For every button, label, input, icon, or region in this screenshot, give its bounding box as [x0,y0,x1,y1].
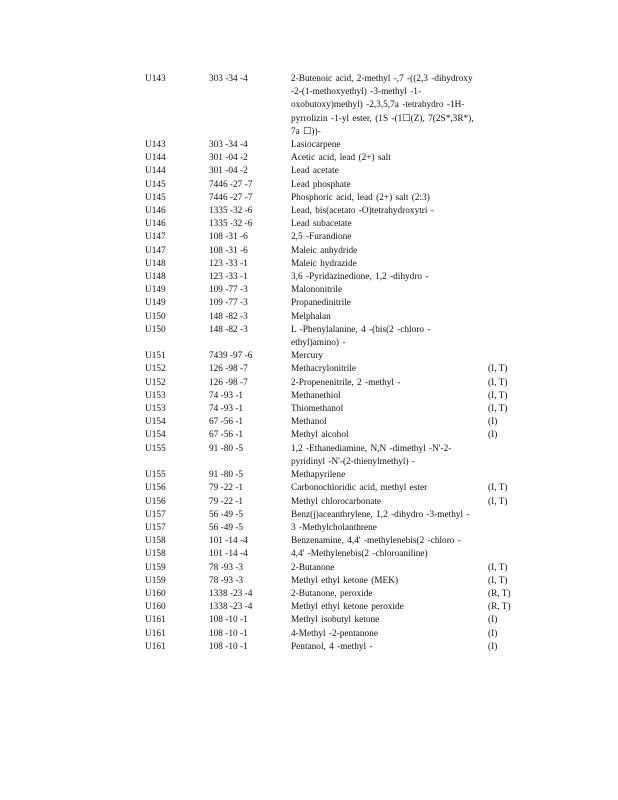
cas-number: 78 -93 -3 [209,575,244,586]
cas-number: 108 -31 -6 [209,245,248,256]
table-row [145,509,525,522]
cas-number: 7446 -27 -7 [209,192,253,203]
waste-code: U152 [145,364,166,375]
waste-code: U149 [145,285,166,296]
substance-name: 3,6 -Pyridazinedione, 1,2 -dihydro - [291,272,429,283]
table-row [145,311,525,324]
waste-code: U159 [145,575,166,586]
table-row [145,641,525,654]
substance-name: 4,4' -Methylenebis(2 -chloroaniline) [291,549,428,560]
waste-code: U145 [145,192,166,203]
waste-code: U161 [145,628,166,639]
substance-name: Lead, bis(acetato -O)tetrahydroxytri - [291,206,434,217]
hazard-code: (I) [488,615,498,626]
cas-number: 108 -10 -1 [209,641,248,652]
cas-number: 1338 -23 -4 [209,588,253,599]
hazard-code: (I, T) [488,390,508,401]
substance-name: Methyl ethyl ketone (MEK) [291,575,399,586]
table-row [145,548,525,561]
table-row [145,205,525,218]
waste-code: U156 [145,483,166,494]
cas-number: 126 -98 -7 [209,377,248,388]
cas-number: 101 -14 -4 [209,549,248,560]
substance-name: Propanedinitrile [291,298,351,309]
waste-code: U160 [145,588,166,599]
cas-number: 79 -22 -1 [209,483,244,494]
table-row [145,628,525,641]
hazard-code: (I) [488,417,498,428]
waste-code: U145 [145,179,166,190]
cas-number: 1335 -32 -6 [209,219,253,230]
substance-name: Maleic anhydride [291,245,358,256]
table-row [145,562,525,575]
waste-code: U154 [145,430,166,441]
cas-number: 303 -34 -4 [209,140,248,151]
substance-name: 2,5 -Furandione [291,232,352,243]
table-row [145,390,525,403]
waste-code: U153 [145,390,166,401]
table-row [145,429,525,442]
waste-code: U147 [145,232,166,243]
cas-number: 74 -93 -1 [209,404,244,415]
waste-code: U150 [145,311,166,322]
hazard-code: (I) [488,641,498,652]
cas-number: 303 -34 -4 [209,74,248,84]
cas-number: 79 -22 -1 [209,496,244,507]
hazard-code: (I, T) [488,562,508,573]
table-row [145,614,525,627]
waste-code: U157 [145,522,166,533]
table-row [145,416,525,429]
substance-name: 4-Methyl -2-pentanone [291,628,378,639]
waste-code: U143 [145,140,166,151]
waste-code: U156 [145,496,166,507]
hazard-code: (I, T) [488,483,508,494]
substance-name: Pentanol, 4 -methyl - [291,641,373,652]
substance-name: Benz(j)aceanthrylene, 1,2 -dihydro -3-methyl - [291,509,470,520]
waste-code: U159 [145,562,166,573]
substance-name: Methanol [291,417,327,428]
substance-name: 1,2 -Ethanediamine, N,N -dimethyl -N'-2-pyridinyl -N'-(2-thienylmethyl) - [291,443,452,467]
cas-number: 123 -33 -1 [209,258,248,269]
table-row [145,496,525,509]
hazard-code: (I, T) [488,377,508,388]
waste-code: U146 [145,206,166,217]
table-row [145,377,525,390]
table-row [145,179,525,192]
hazard-code: (I, T) [488,404,508,415]
waste-code: U144 [145,166,166,177]
table-row [145,152,525,165]
table-row [145,601,525,614]
hazard-code: (R, T) [488,602,511,613]
waste-code: U154 [145,417,166,428]
hazard-code: (I, T) [488,575,508,586]
substance-name: 2-Butanone [291,562,335,573]
substance-name: Benzenamine, 4,4' -methylenebis(2 -chloro - [291,536,461,547]
cas-number: 123 -33 -1 [209,272,248,283]
cas-number: 91 -80 -5 [209,443,244,454]
table-row [145,192,525,205]
substance-name: 2-Butanone, peroxide [291,588,373,599]
substance-name: Lead subacetate [291,219,352,230]
substance-name: Carbonochloridic acid, methyl ester [291,483,428,494]
cas-number: 67 -56 -1 [209,430,244,441]
cas-number: 108 -10 -1 [209,615,248,626]
cas-number: 74 -93 -1 [209,390,244,401]
table-row [145,218,525,231]
waste-code: U161 [145,641,166,652]
substance-name: Maleic hydrazide [291,258,357,269]
substance-name: Phosphoric acid, lead (2+) salt (2:3) [291,192,430,203]
cas-number: 78 -93 -3 [209,562,244,573]
table-row [145,575,525,588]
table-row [145,139,525,152]
cas-number: 1338 -23 -4 [209,602,253,613]
waste-code: U151 [145,351,166,362]
table-row [145,231,525,244]
cas-number: 108 -10 -1 [209,628,248,639]
substance-name: Methyl ethyl ketone peroxide [291,602,404,613]
cas-number: 109 -77 -3 [209,285,248,296]
waste-code: U147 [145,245,166,256]
waste-code: U160 [145,602,166,613]
hazard-code: (I) [488,628,498,639]
hazard-code: (I, T) [488,364,508,375]
substance-name: Lead acetate [291,166,339,177]
waste-code: U149 [145,298,166,309]
cas-number: 109 -77 -3 [209,298,248,309]
cas-number: 56 -49 -5 [209,522,244,533]
waste-code: U158 [145,549,166,560]
cas-number: 126 -98 -7 [209,364,248,375]
cas-number: 148 -82 -3 [209,311,248,322]
waste-code: U150 [145,324,166,335]
substance-name: Methyl isobutyl ketone [291,615,380,626]
substance-name: 2-Propenenitrile, 2 -methyl - [291,377,401,388]
substance-name: Lead phosphate [291,179,351,190]
table-row [145,482,525,495]
waste-code: U144 [145,153,166,164]
table-row [145,165,525,178]
cas-number: 91 -80 -5 [209,470,244,481]
table-row [145,324,525,350]
substance-name: 2-Butenoic acid, 2-methyl -,7 -((2,3 -dihydroxy -2-(1-methoxyethyl) -3-methyl -1-oxobutoxy)methyl) -2,3,5,7a -tetrahydro -1H-pyrrolizin -1-yl ester, (1S -(1☐(Z), 7(2S*,3R*), 7a ☐))- [291,74,474,137]
substance-name: Methapyrilene [291,470,346,481]
substance-name: Methyl chlorocarbonate [291,496,382,507]
table-row [145,535,525,548]
waste-code: U148 [145,258,166,269]
cas-number: 1335 -32 -6 [209,206,253,217]
waste-code: U143 [145,74,166,84]
table-row [145,363,525,376]
substance-name: Methyl alcohol [291,430,349,441]
cas-number: 101 -14 -4 [209,536,248,547]
substance-name: 3 -Methylcholanthrene [291,522,377,533]
cas-number: 148 -82 -3 [209,324,248,335]
table-row [145,443,525,469]
cas-number: 301 -04 -2 [209,153,248,164]
substance-name: Methanethiol [291,390,341,401]
table-row [145,588,525,601]
hazard-code: (I, T) [488,496,508,507]
table-row [145,271,525,284]
substance-name: Acetic acid, lead (2+) salt [291,153,391,164]
waste-code: U153 [145,404,166,415]
hazardous-waste-table [145,73,525,654]
waste-code: U158 [145,536,166,547]
table-row [145,73,525,139]
table-row [145,403,525,416]
substance-name: Mercury [291,351,324,362]
table-row [145,522,525,535]
substance-name: L -Phenylalanine, 4 -(bis(2 -chloro -ethyl)amino) - [291,324,431,349]
waste-code: U152 [145,377,166,388]
waste-code: U146 [145,219,166,230]
substance-name: Thiomethanol [291,404,344,415]
cas-number: 67 -56 -1 [209,417,244,428]
substance-name: Methacrylonitrile [291,364,357,375]
cas-number: 7439 -97 -6 [209,351,253,362]
cas-number: 108 -31 -6 [209,232,248,243]
table-row [145,469,525,482]
cas-number: 301 -04 -2 [209,166,248,177]
substance-name: Malononitrile [291,285,343,296]
waste-code: U148 [145,272,166,283]
waste-code: U161 [145,615,166,626]
table-row [145,350,525,363]
substance-name: Lasiocarpene [291,140,341,151]
hazard-code: (R, T) [488,588,511,599]
waste-code: U157 [145,509,166,520]
table-row [145,245,525,258]
hazard-code: (I) [488,430,498,441]
cas-number: 56 -49 -5 [209,509,244,520]
waste-code: U155 [145,470,166,481]
table-row [145,297,525,310]
waste-code: U155 [145,443,166,454]
substance-name: Melphalan [291,311,331,322]
table-row [145,258,525,271]
cas-number: 7446 -27 -7 [209,179,253,190]
table-row [145,284,525,297]
